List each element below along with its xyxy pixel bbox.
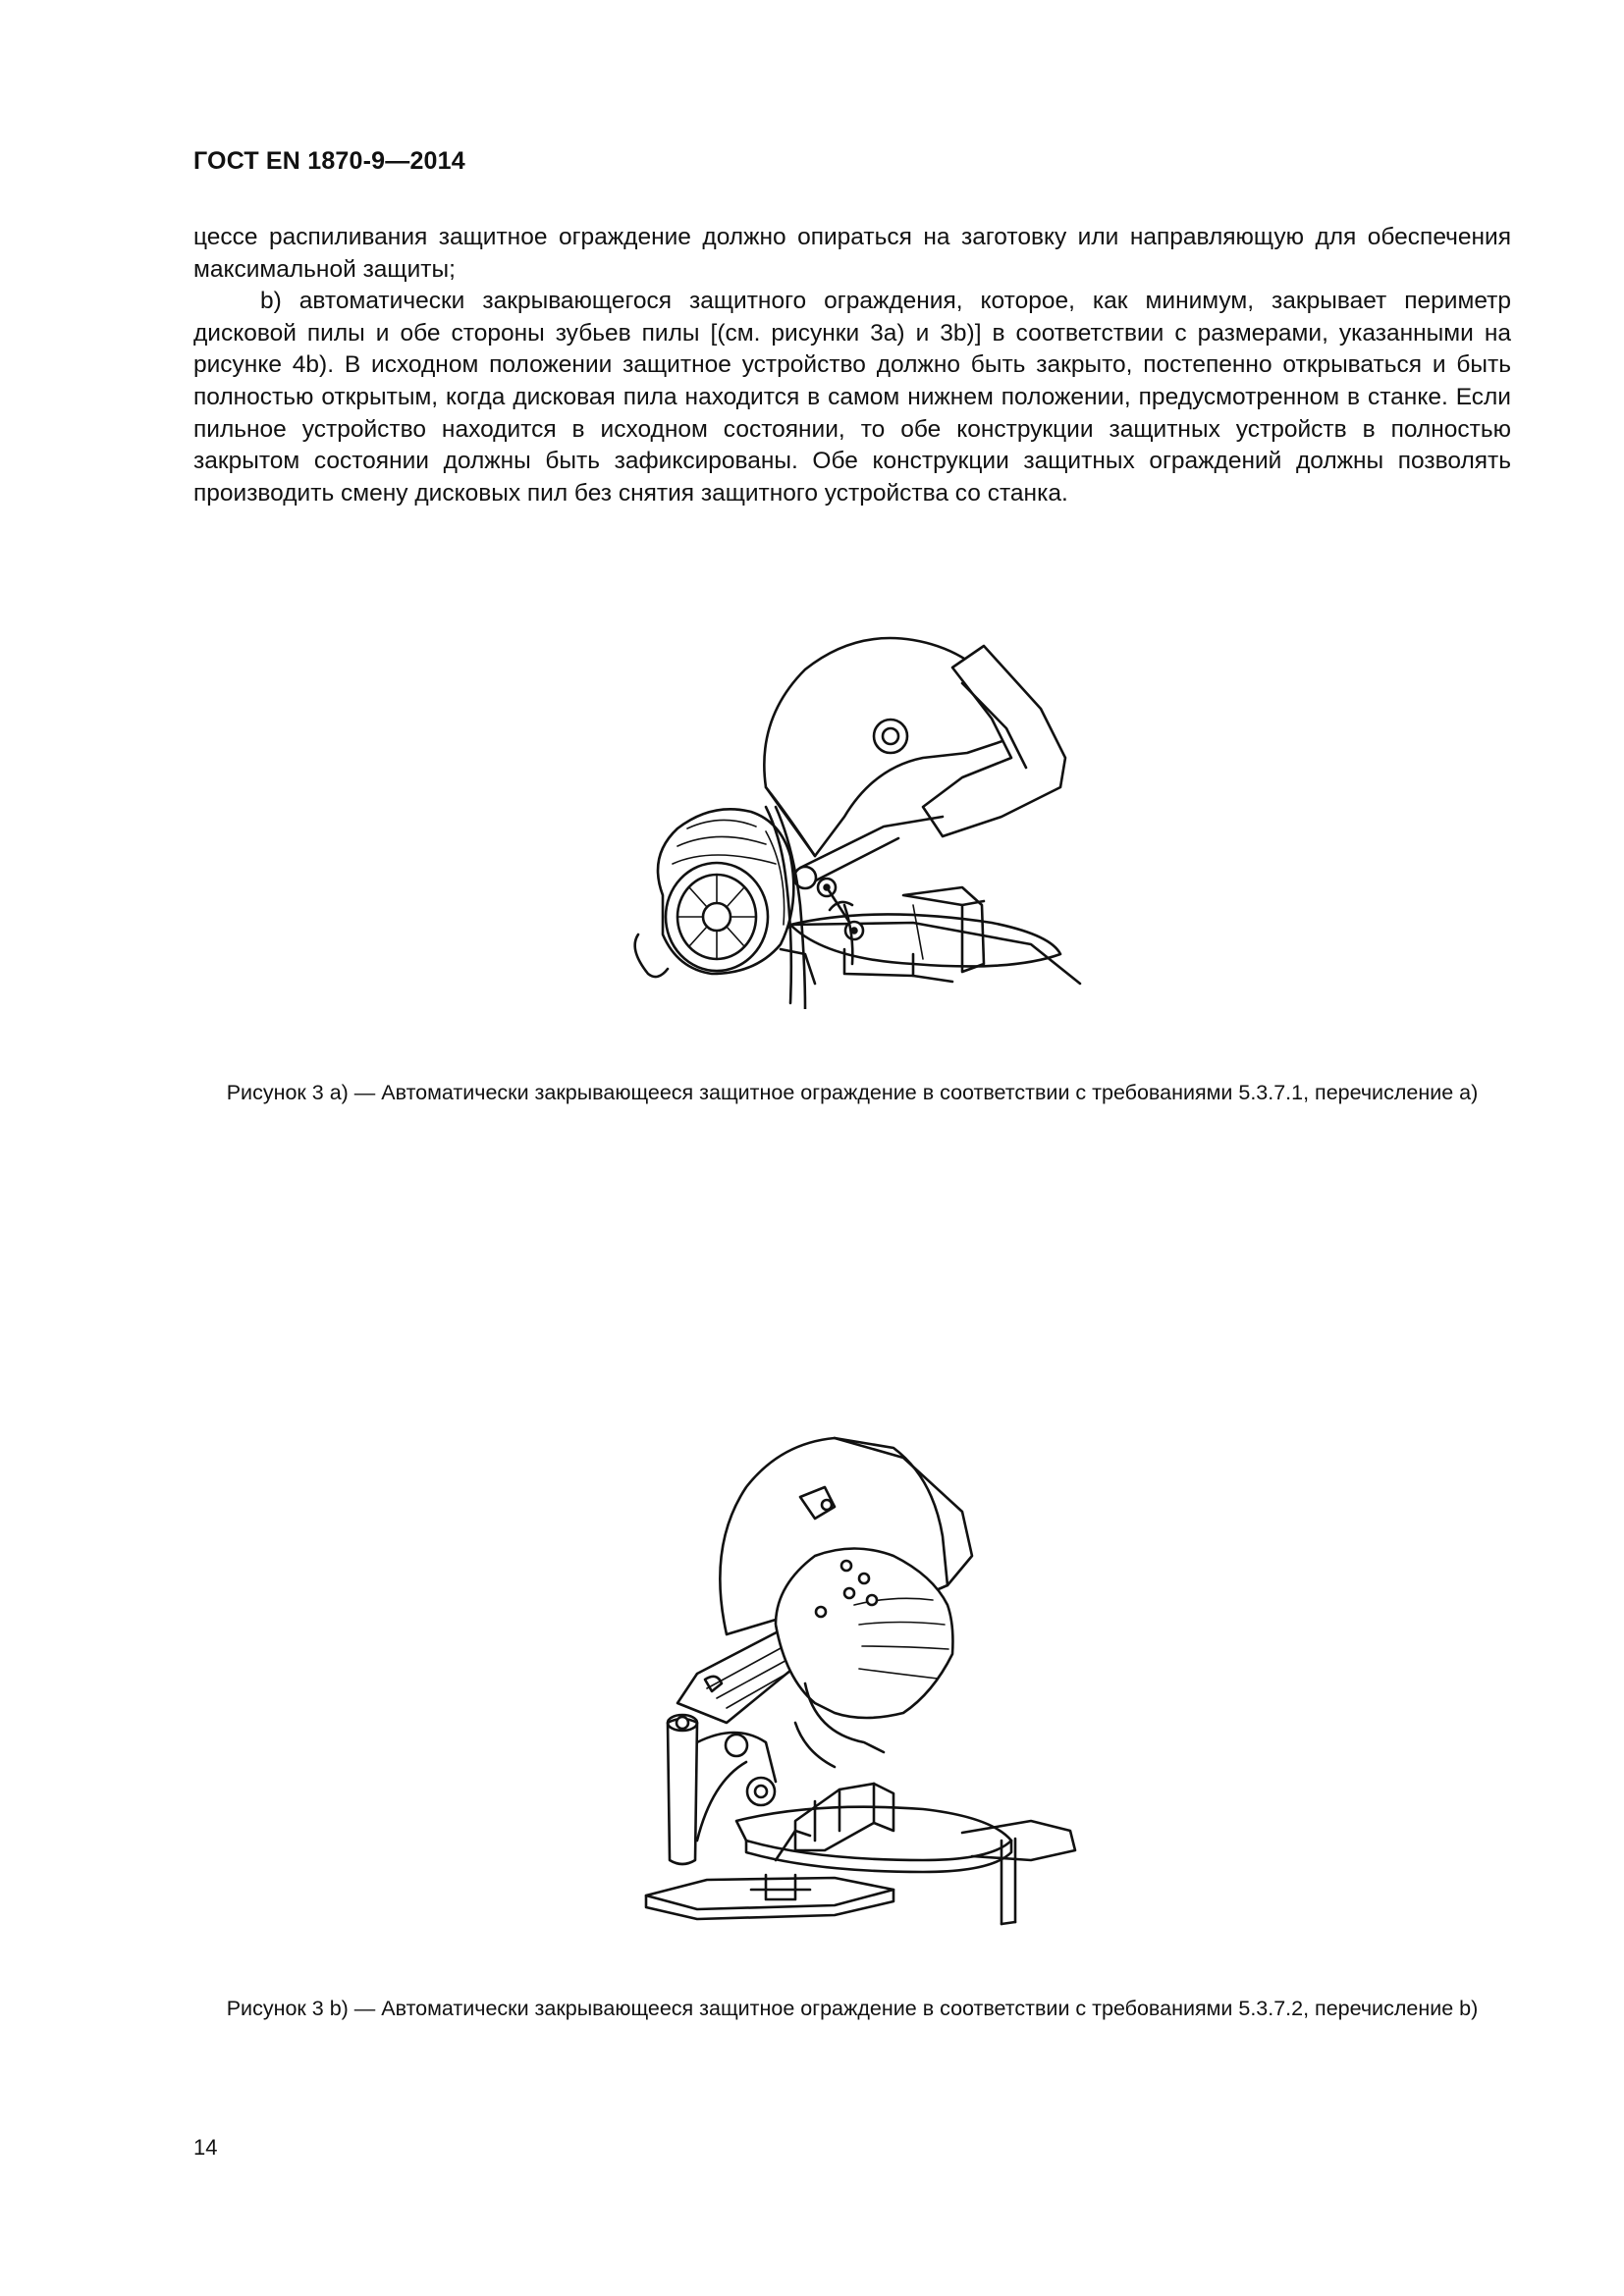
document-header: ГОСТ EN 1870-9—2014 bbox=[193, 147, 465, 175]
figure-3b-caption: Рисунок 3 b) — Автоматически закрывающееся защитное ограждение в соответствии с требованиями 5.3.7.2, перечисление b) bbox=[226, 1997, 1479, 2020]
figure-3b-miter-saw-illustration bbox=[638, 1428, 1090, 1929]
figure-3b-drawing bbox=[638, 1428, 1090, 1929]
figure-3a-miter-saw-illustration bbox=[619, 611, 1090, 1009]
page-number: 14 bbox=[193, 2135, 218, 2160]
paragraph-item-b: b) автоматически закрывающегося защитного ограждения, которое, как минимум, закрывает периметр дисковой пилы и обе стороны зубьев пилы [(см. рисунки 3а) и 3b)] в соответствии с размерами, указанными на рисунке 4b). В исходном положении защитное устройство должно быть закрыто, постепенно открываться и быть полностью открытым, когда дисковая пила находится в самом нижнем положении, предусмотренном в станке. Если пильное устройство находится в исходном состоянии, то обе конструкции защитных устройств в полностью закрытом состоянии должны быть зафиксированы. Обе конструкции защитных ограждений должны позволять производить смену дисковых пил без снятия защитного устройства со станка. bbox=[193, 288, 1511, 507]
figure-3a-caption: Рисунок 3 а) — Автоматически закрывающееся защитное ограждение в соответствии с требованиями 5.3.7.1, перечисление а) bbox=[226, 1081, 1479, 1104]
paragraph-continuation: цессе распиливания защитное ограждение должно опираться на заготовку или направляющую для обеспечения максимальной защиты; bbox=[193, 224, 1511, 283]
figure-3a-drawing bbox=[619, 611, 1090, 1009]
body-text bbox=[193, 222, 1511, 509]
